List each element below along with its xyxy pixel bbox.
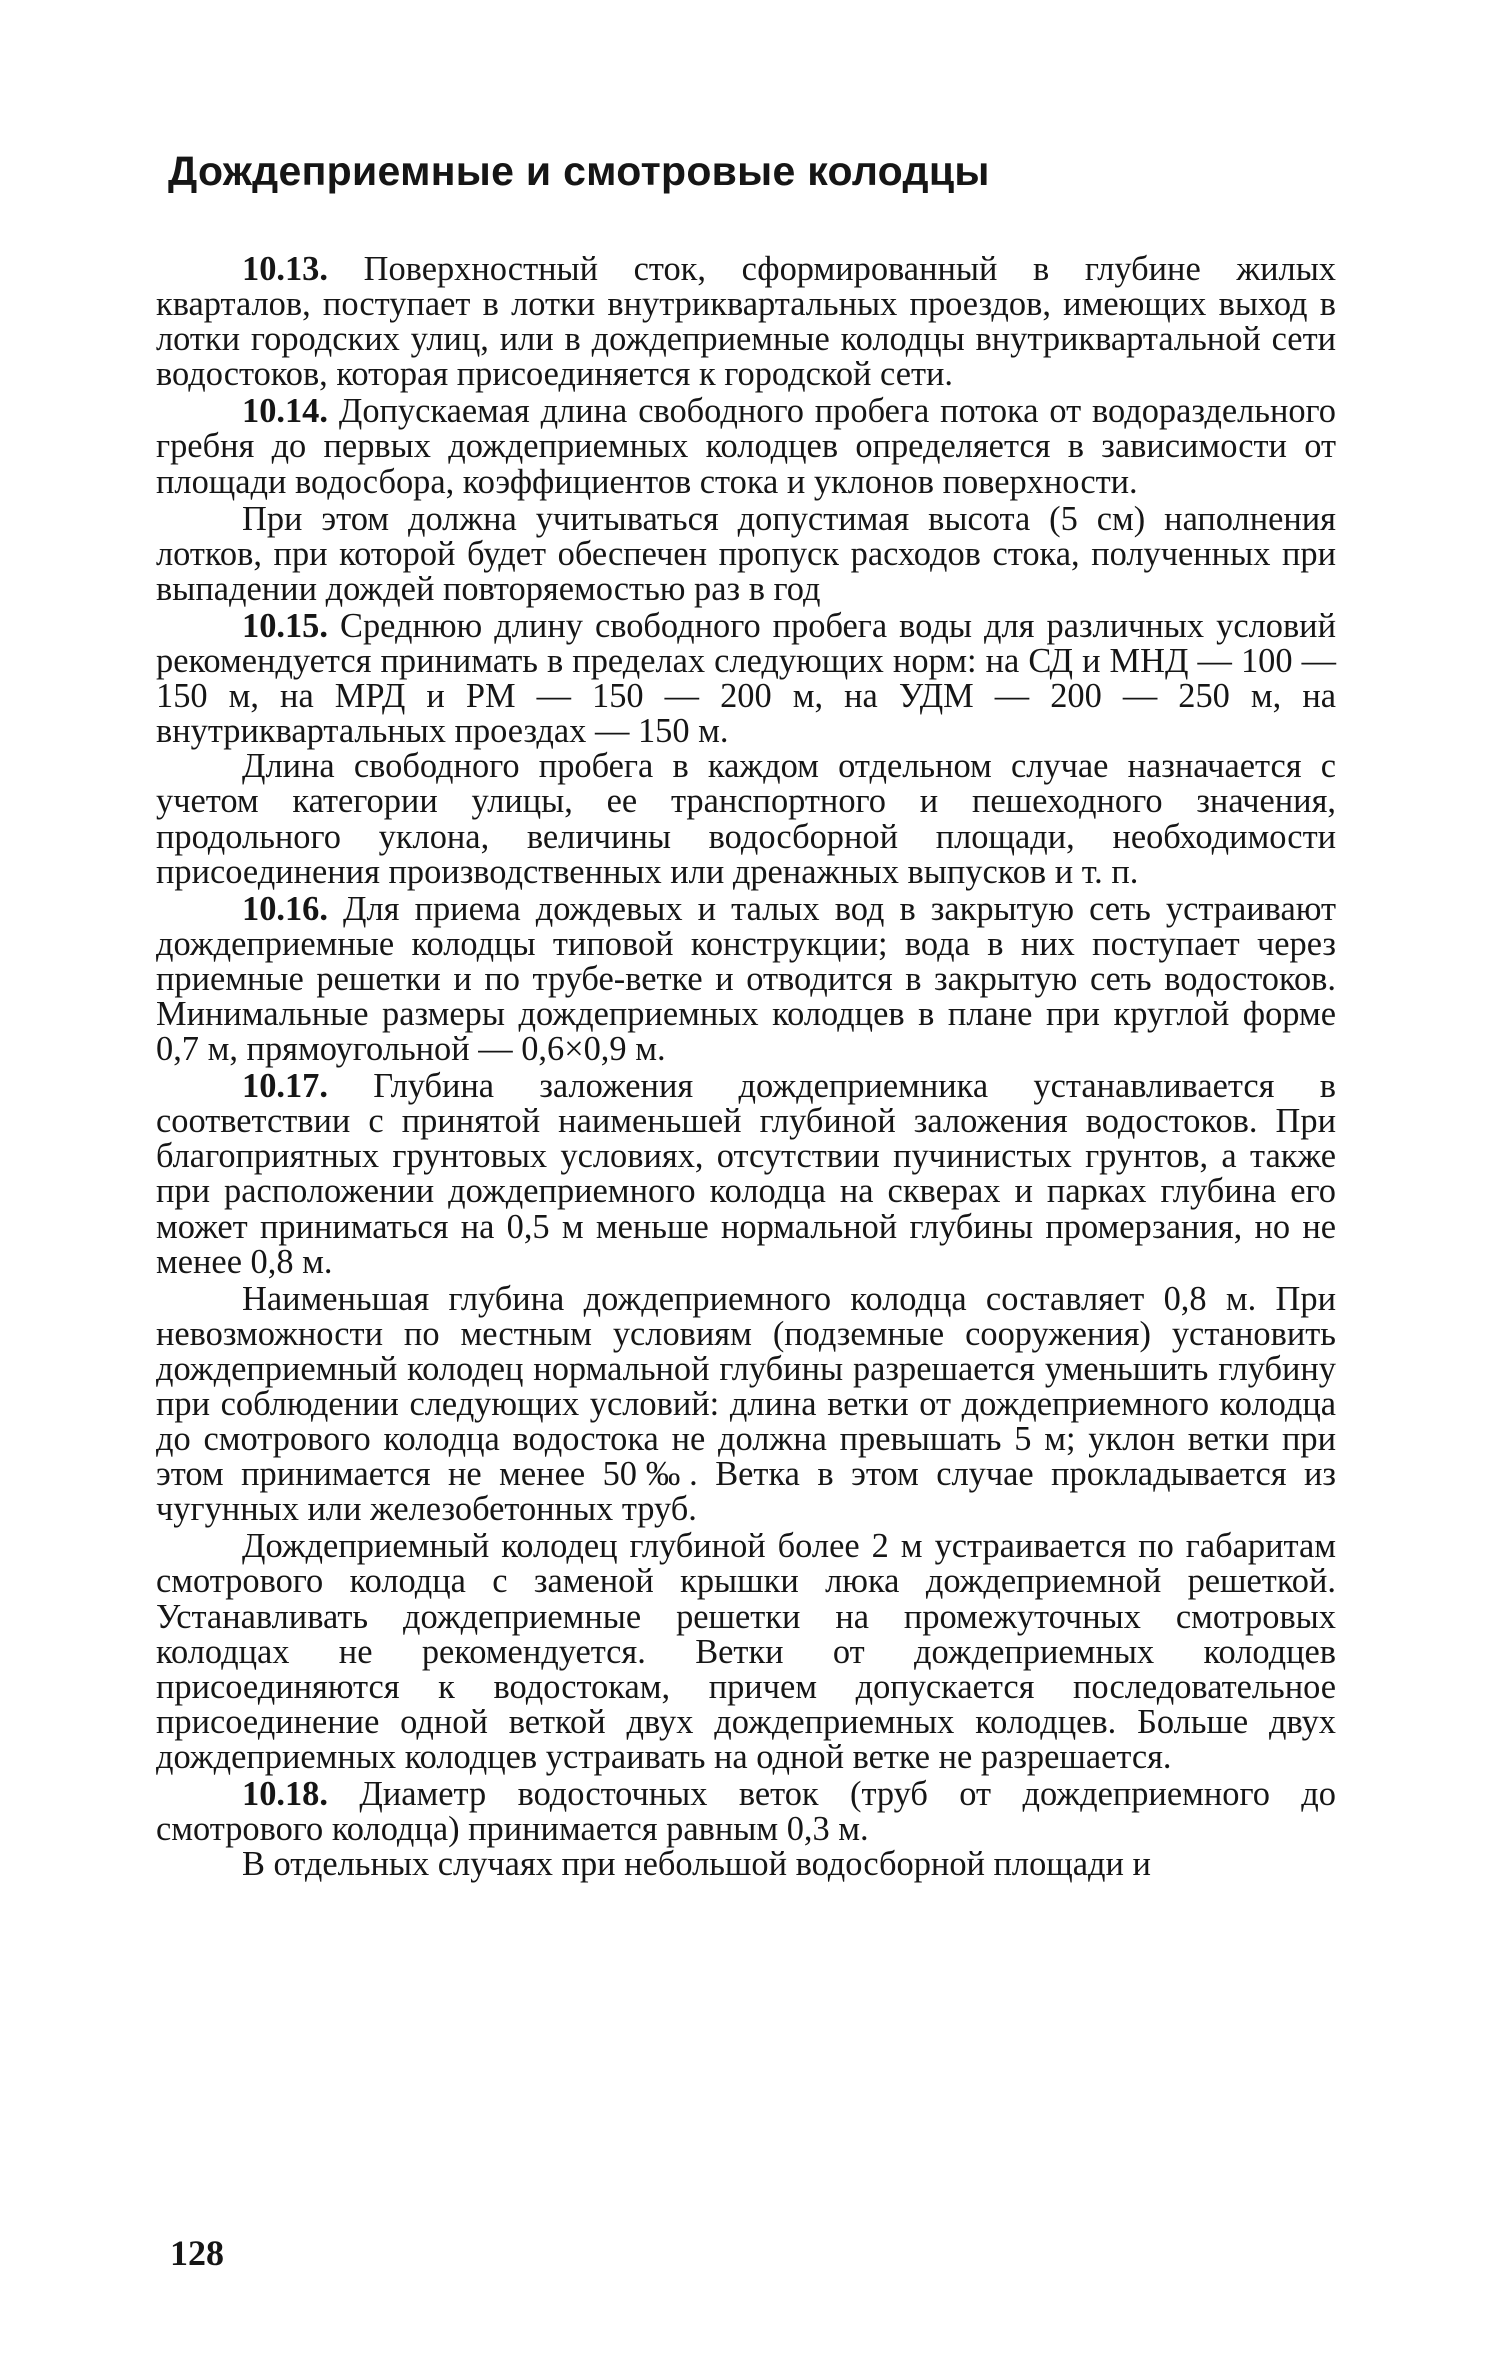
clause-number: 10.16. (242, 889, 328, 928)
clause-number: 10.18. (242, 1775, 328, 1814)
paragraph-10-13 (156, 252, 1336, 392)
paragraph-text: Наименьшая глубина дождеприемного колодца составляет 0,8 м. При невозможности по местным условиям (подземные сооружения) установить дождеприемный колодец нормальной глубины разрешается уменьшить глубину при соблюдении следующих условий: длина ветки от дождеприемного колодца до смотрового колодца водостока не должна превышать 5 м; уклон ветки при этом принимается не менее 50‰. Ветка в этом случае прокладывается из чугунных или железобетонных труб. (156, 1279, 1336, 1529)
paragraph-10-15 (156, 606, 1336, 751)
paragraph-text: В отдельных случаях при небольшой водосборной площади и (242, 1845, 1151, 1884)
page-number: 128 (170, 2233, 224, 2273)
paragraph-text: Среднюю длину свободного пробега воды для различных условий рекомендуется принимать в пределах следующих норм: на СД и МНД — 100 — 150 м, на МРД и РМ — 150 — 200 м, на УДМ — 200 — 250 м, на внутриквартальных проездах — 150 м. (156, 606, 1336, 751)
paragraph-text: При этом должна учитываться допустимая высота (5 см) наполнения лотков, при которой будет обеспечен пропуск расходов стока, полученных при выпадении дождей повторяемостью раз в год (156, 499, 1336, 608)
paragraph-text: Длина свободного пробега в каждом отдельном случае назначается с учетом категории улицы, ее транспортного и пешеходного значения, продольного уклона, величины водосборной площади, необходимости присоединения производственных или дренажных выпусков и т. п. (156, 747, 1336, 891)
paragraph-10-15-cont (156, 749, 1336, 889)
clause-number: 10.17. (242, 1067, 328, 1106)
section-heading: Дождеприемные и смотровые колодцы (168, 148, 990, 194)
clause-number: 10.15. (242, 606, 328, 645)
paragraph-10-14-cont (156, 499, 1336, 608)
paragraph-10-18 (156, 1777, 1336, 1847)
paragraph-text: Диаметр водосточных веток (труб от дождеприемного до смотрового колодца) принимается равным 0,3 м. (156, 1775, 1336, 1849)
paragraph-text: Дождеприемный колодец глубиной более 2 м устраивается по габаритам смотрового колодца с заменой крышки люка дождеприемной решеткой. Устанавливать дождеприемные решетки на промежуточных смотровых колодцах не рекомендуется. Ветки от дождеприемных колодцев присоединяются к водостокам, причем допускается последовательное присоединение одной веткой двух дождеприемных колодцев. Больше двух дождеприемных колодцев устраивать на одной ветке не разрешается. (156, 1527, 1336, 1776)
clause-number: 10.13. (242, 250, 328, 288)
paragraph-10-18-cont (156, 1847, 1336, 1882)
body-text (156, 252, 1336, 1882)
clause-number: 10.14. (242, 392, 328, 431)
paragraph-text: Для приема дождевых и талых вод в закрытую сеть устраивают дождеприемные колодцы типовой конструкции; вода в них поступает через приемные решетки и по трубе-ветке и отводится в закрытую сеть водостоков. Минимальные размеры дождеприемных колодцев в плане при круглой форме 0,7 м, прямоугольной — 0,6×0,9 м. (156, 889, 1336, 1069)
paragraph-10-14 (156, 394, 1336, 499)
paragraph-10-17-cont-1 (156, 1279, 1336, 1529)
paragraph-10-17-cont-2 (156, 1529, 1336, 1775)
paragraph-text: Допускаемая длина свободного пробега потока от водораздельного гребня до первых дождеприемных колодцев определяется в зависимости от площади водосбора, коэффициентов стока и уклонов поверхности. (156, 392, 1336, 501)
paragraph-text: Глубина заложения дождеприемника устанавливается в соответствии с принятой наименьшей глубиной заложения водостоков. При благоприятных грунтовых условиях, отсутствии пучинистых грунтов, а также при расположении дождеприемного колодца на скверах и парках глубина его может приниматься на 0,5 м меньше нормальной глубины промерзания, но не менее 0,8 м. (156, 1067, 1336, 1281)
paragraph-10-17 (156, 1069, 1336, 1280)
paragraph-text: Поверхностный сток, сформированный в глубине жилых кварталов, поступает в лотки внутриквартальных проездов, имеющих выход в лотки городских улиц, или в дождеприемные колодцы внутриквартальной сети водостоков, которая присоединяется к городской сети. (156, 250, 1336, 394)
paragraph-10-16 (156, 889, 1336, 1069)
